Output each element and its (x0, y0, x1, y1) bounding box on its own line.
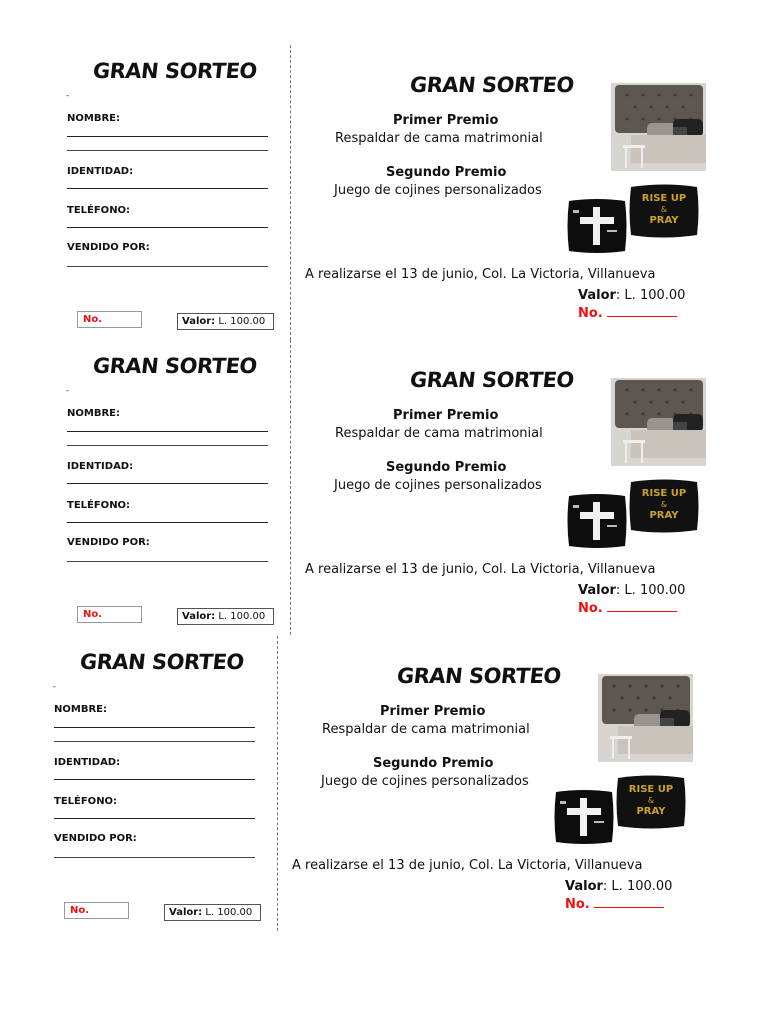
event-details: A realizarse el 13 de junio, Col. La Victoria, Villanueva (305, 267, 656, 282)
main-number-blank[interactable] (594, 907, 664, 908)
second-prize-heading: Segundo Premio (386, 460, 507, 475)
stub-title: GRAN SORTEO (91, 59, 259, 83)
stub-number-label: No. (83, 609, 103, 620)
main-title: GRAN SORTEO (408, 73, 576, 97)
field-label-vendido-por: VENDIDO POR: (67, 537, 150, 548)
stub-value-label: Valor: (169, 907, 203, 918)
stub-number-box[interactable] (77, 606, 142, 623)
stub-value-box (177, 313, 274, 330)
first-prize-description: Respaldar de cama matrimonial (335, 426, 543, 441)
stub-value-amount: L. 100.00 (218, 316, 266, 327)
first-prize-description: Respaldar de cama matrimonial (322, 722, 530, 737)
pillow-text-pray: PRAY (636, 806, 666, 817)
second-prize-description: Juego de cojines personalizados (321, 774, 529, 789)
main-number-blank[interactable] (607, 611, 677, 612)
stub-value-label: Valor: (182, 316, 216, 327)
pillow-text-pray: PRAY (649, 510, 679, 521)
pillow-text-amp: & (660, 205, 668, 214)
first-prize-description: Respaldar de cama matrimonial (335, 131, 543, 146)
first-prize-heading: Primer Premio (393, 113, 499, 128)
main-title: GRAN SORTEO (395, 664, 563, 688)
stub-title: GRAN SORTEO (91, 354, 259, 378)
identidad-line[interactable] (67, 483, 268, 484)
field-label-nombre: NOMBRE: (67, 113, 120, 124)
raffle-ticket (0, 45, 768, 340)
stub-value-label: Valor: (182, 611, 216, 622)
main-value-amount: : L. 100.00 (615, 288, 686, 303)
main-number-blank[interactable] (607, 316, 677, 317)
nombre-line[interactable] (67, 136, 268, 137)
event-details: A realizarse el 13 de junio, Col. La Victoria, Villanueva (292, 858, 643, 873)
headboard-image-icon (611, 378, 706, 466)
raffle-ticket (0, 636, 755, 931)
vendido-por-line[interactable] (67, 266, 268, 267)
event-details: A realizarse el 13 de junio, Col. La Victoria, Villanueva (305, 562, 656, 577)
headboard-image-icon (611, 83, 706, 171)
nombre-line-2[interactable] (54, 741, 255, 742)
field-label-identidad: IDENTIDAD: (67, 166, 134, 177)
black-pillow-cross-icon (566, 492, 628, 550)
stub-number-box[interactable] (64, 902, 129, 919)
first-prize-heading: Primer Premio (380, 704, 486, 719)
second-prize-description: Juego de cojines personalizados (334, 478, 542, 493)
field-label-telefono: TELÉFONO: (67, 205, 131, 216)
stub-dot: - (66, 386, 69, 395)
ticket-stub (0, 45, 290, 340)
telefono-line[interactable] (67, 227, 268, 228)
nombre-line-2[interactable] (67, 150, 268, 151)
stub-title: GRAN SORTEO (78, 650, 246, 674)
rise-up-pray-pillow-icon (628, 182, 700, 240)
field-label-vendido-por: VENDIDO POR: (54, 833, 137, 844)
main-value (578, 583, 685, 598)
main-value-amount: : L. 100.00 (602, 879, 673, 894)
stub-value-amount: L. 100.00 (205, 907, 253, 918)
telefono-line[interactable] (67, 522, 268, 523)
rise-up-pray-pillow-icon (628, 477, 700, 535)
stub-value-amount: L. 100.00 (218, 611, 266, 622)
main-number-label: No. (578, 306, 603, 321)
pillow-text-rise-up: RISE UP (628, 784, 674, 795)
second-prize-heading: Segundo Premio (386, 165, 507, 180)
vendido-por-line[interactable] (67, 561, 268, 562)
nombre-line-2[interactable] (67, 445, 268, 446)
perforation-divider (277, 636, 278, 931)
nombre-line[interactable] (54, 727, 255, 728)
main-value-amount: : L. 100.00 (615, 583, 686, 598)
main-number-label: No. (578, 601, 603, 616)
main-number (565, 897, 664, 912)
main-title: GRAN SORTEO (408, 368, 576, 392)
field-label-identidad: IDENTIDAD: (54, 757, 121, 768)
ticket-stub (0, 636, 277, 931)
rise-up-pray-pillow-icon (615, 773, 687, 831)
raffle-ticket (0, 340, 768, 635)
identidad-line[interactable] (67, 188, 268, 189)
stub-dot: - (53, 682, 56, 691)
pillow-text-rise-up: RISE UP (641, 488, 687, 499)
headboard-image-icon (598, 674, 693, 762)
perforation-divider (290, 45, 291, 340)
pillow-text-rise-up: RISE UP (641, 193, 687, 204)
main-number (578, 306, 677, 321)
stub-number-label: No. (70, 905, 90, 916)
second-prize-heading: Segundo Premio (373, 756, 494, 771)
stub-number-label: No. (83, 314, 103, 325)
main-value-label: Valor (565, 879, 603, 894)
black-pillow-cross-icon (553, 788, 615, 846)
field-label-telefono: TELÉFONO: (54, 796, 118, 807)
pillow-text-amp: & (647, 796, 655, 805)
stub-number-box[interactable] (77, 311, 142, 328)
field-label-vendido-por: VENDIDO POR: (67, 242, 150, 253)
main-number (578, 601, 677, 616)
perforation-divider (290, 340, 291, 635)
first-prize-heading: Primer Premio (393, 408, 499, 423)
field-label-nombre: NOMBRE: (67, 408, 120, 419)
pillow-text-pray: PRAY (649, 215, 679, 226)
field-label-nombre: NOMBRE: (54, 704, 107, 715)
vendido-por-line[interactable] (54, 857, 255, 858)
second-prize-description: Juego de cojines personalizados (334, 183, 542, 198)
ticket-stub (0, 340, 290, 635)
nombre-line[interactable] (67, 431, 268, 432)
pillow-text-amp: & (660, 500, 668, 509)
main-number-label: No. (565, 897, 590, 912)
main-value-label: Valor (578, 583, 616, 598)
identidad-line[interactable] (54, 779, 255, 780)
main-value (565, 879, 672, 894)
field-label-telefono: TELÉFONO: (67, 500, 131, 511)
telefono-line[interactable] (54, 818, 255, 819)
stub-value-box (164, 904, 261, 921)
stub-value-box (177, 608, 274, 625)
field-label-identidad: IDENTIDAD: (67, 461, 134, 472)
black-pillow-cross-icon (566, 197, 628, 255)
main-value-label: Valor (578, 288, 616, 303)
stub-dot: - (66, 91, 69, 100)
main-value (578, 288, 685, 303)
